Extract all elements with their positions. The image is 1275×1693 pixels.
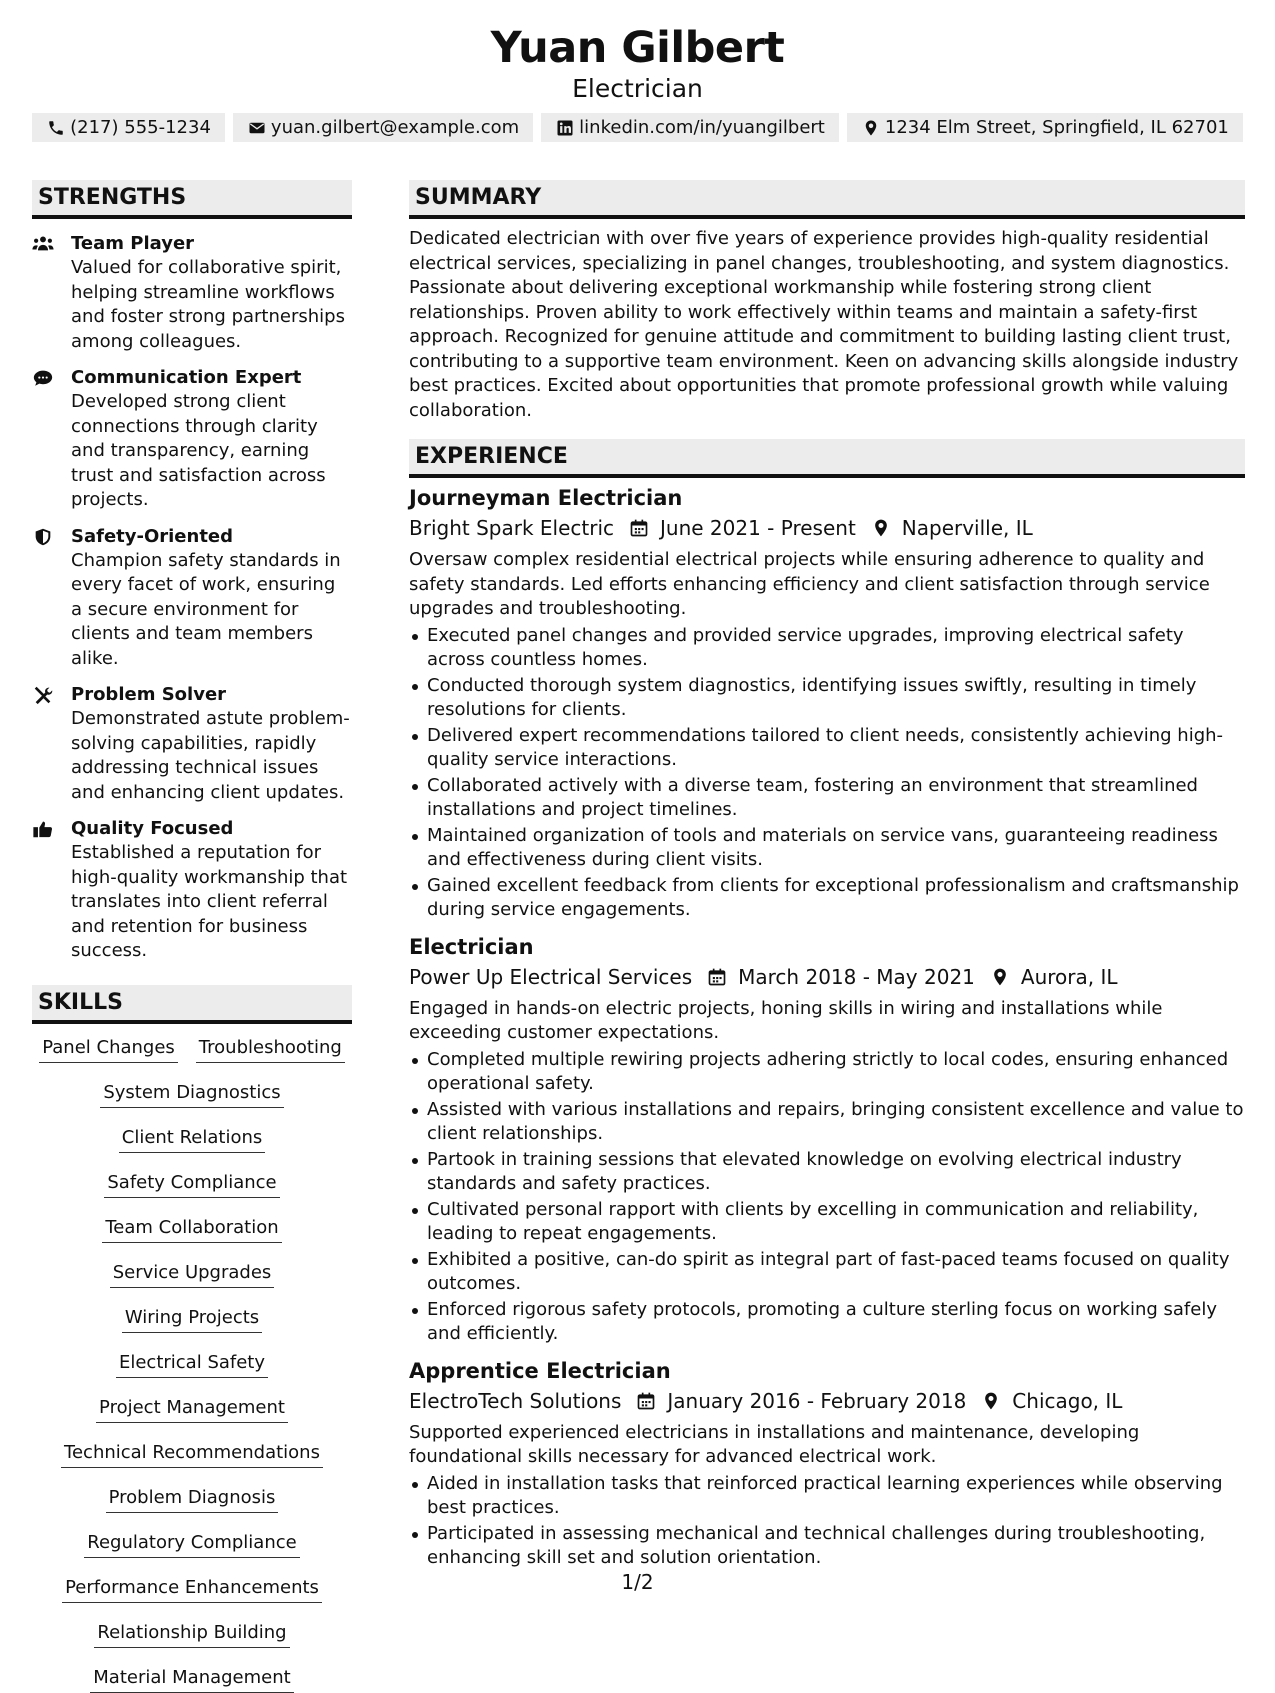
strength-item xyxy=(32,683,352,805)
skill-tag: Troubleshooting xyxy=(196,1036,345,1063)
strengths-heading: STRENGTHS xyxy=(32,180,352,219)
strength-item xyxy=(32,232,352,354)
skill-tag: Team Collaboration xyxy=(102,1216,281,1243)
job-bullets xyxy=(409,624,1245,923)
skill-tag: Material Management xyxy=(90,1666,293,1693)
skill-tag: Performance Enhancements xyxy=(62,1576,322,1603)
contact-address-text: 1234 Elm Street, Springfield, IL 62701 xyxy=(884,117,1229,138)
job-bullet: Completed multiple rewiring projects adhering strictly to local codes, ensuring enhanced operational safety. xyxy=(409,1048,1245,1097)
skill-tag: Service Upgrades xyxy=(110,1261,275,1288)
job-dates: January 2016 - February 2018 xyxy=(667,1388,967,1413)
resume-header xyxy=(0,22,1275,104)
left-column xyxy=(32,180,352,1693)
job-bullet: Exhibited a positive, can-do spirit as integral part of fast-paced teams focused on quality outcomes. xyxy=(409,1248,1245,1297)
summary-heading: SUMMARY xyxy=(409,180,1245,219)
job-bullet: Collaborated actively with a diverse team, fostering an environment that streamlined installations and project timelines. xyxy=(409,774,1245,823)
email-icon xyxy=(247,118,267,138)
calendar-icon xyxy=(628,517,650,539)
job-dates: March 2018 - May 2021 xyxy=(738,964,975,989)
skill-tag: Panel Changes xyxy=(39,1036,178,1063)
right-column xyxy=(409,180,1245,1572)
candidate-name: Yuan Gilbert xyxy=(490,23,785,73)
phone-icon xyxy=(46,118,66,138)
job-bullet: Gained excellent feedback from clients for exceptional professionalism and craftsmanship during service engagements. xyxy=(409,874,1245,923)
skill-tag: Technical Recommendations xyxy=(61,1441,323,1468)
strength-item xyxy=(32,817,352,964)
job-bullet: Delivered expert recommendations tailored to client needs, consistently achieving high-quality service interactions. xyxy=(409,724,1245,773)
chat-icon xyxy=(32,368,56,388)
skill-tag: Regulatory Compliance xyxy=(84,1531,299,1558)
job-location: Chicago, IL xyxy=(1012,1388,1123,1413)
linkedin-icon xyxy=(555,118,575,138)
skill-tag: Relationship Building xyxy=(94,1621,289,1648)
location-icon xyxy=(861,118,881,138)
job-entry xyxy=(409,933,1245,1347)
strength-desc: Developed strong client connections through clarity and transparency, earning trust and satisfaction across projects. xyxy=(71,391,326,510)
contact-email[interactable] xyxy=(233,113,533,142)
tools-icon xyxy=(32,685,56,705)
strength-desc: Demonstrated astute problem-solving capabilities, rapidly addressing technical issues and enhancing client updates. xyxy=(71,708,350,803)
strength-title: Communication Expert xyxy=(71,367,302,388)
location-icon xyxy=(989,966,1011,988)
strength-title: Safety-Oriented xyxy=(71,525,234,547)
job-location: Aurora, IL xyxy=(1020,964,1118,989)
job-title: Apprentice Electrician xyxy=(409,1358,671,1383)
contact-address xyxy=(847,113,1243,142)
job-entry xyxy=(409,1357,1245,1571)
job-title: Journeyman Electrician xyxy=(409,486,683,510)
job-company: Bright Spark Electric xyxy=(409,516,614,540)
job-company: Power Up Electrical Services xyxy=(409,964,693,989)
contact-phone[interactable] xyxy=(32,113,225,142)
contact-bar xyxy=(0,113,1275,142)
skill-tag: Electrical Safety xyxy=(116,1351,268,1378)
job-bullet: Cultivated personal rapport with clients by excelling in communication and reliability, leading to repeat engagements. xyxy=(409,1198,1245,1247)
job-location: Naperville, IL xyxy=(901,516,1033,540)
shield-icon xyxy=(32,527,56,547)
job-description: Supported experienced electricians in installations and maintenance, developing foundational skills necessary for advanced electrical work. xyxy=(409,1421,1140,1467)
job-meta xyxy=(409,963,1245,991)
contact-email-text: yuan.gilbert@example.com xyxy=(270,117,520,138)
job-meta xyxy=(409,514,1245,542)
job-description: Oversaw complex residential electrical projects while ensuring adherence to quality and safety standards. Led efforts enhancing efficiency and client satisfaction through service upgrades and troubleshooting. xyxy=(409,549,1210,619)
team-icon xyxy=(32,234,56,254)
job-bullet: Aided in installation tasks that reinforced practical learning experiences while observing best practices. xyxy=(409,1472,1245,1521)
strength-item xyxy=(32,366,352,513)
thumbs-up-icon xyxy=(32,819,56,839)
skills-heading: SKILLS xyxy=(32,985,352,1024)
contact-phone-text: (217) 555-1234 xyxy=(70,117,211,138)
job-bullet: Maintained organization of tools and materials on service vans, guaranteeing readiness and effectiveness during client visits. xyxy=(409,824,1245,873)
contact-linkedin[interactable] xyxy=(541,113,839,142)
contact-linkedin-text: linkedin.com/in/yuangilbert xyxy=(579,117,825,138)
job-entry xyxy=(409,484,1245,923)
job-meta xyxy=(409,1387,1245,1415)
candidate-title: Electrician xyxy=(572,74,703,103)
skill-tag: Safety Compliance xyxy=(104,1171,279,1198)
skill-tag: Project Management xyxy=(96,1396,288,1423)
experience-heading: EXPERIENCE xyxy=(409,439,1245,478)
job-bullet: Conducted thorough system diagnostics, identifying issues swiftly, resulting in timely resolutions for clients. xyxy=(409,674,1245,723)
skill-tag: Client Relations xyxy=(119,1126,266,1153)
job-bullet: Partook in training sessions that elevated knowledge on evolving electrical industry standards and safety practices. xyxy=(409,1148,1245,1197)
strength-desc: Established a reputation for high-quality workmanship that translates into client referral and retention for business success. xyxy=(71,842,348,961)
job-company: ElectroTech Solutions xyxy=(409,1388,622,1413)
calendar-icon xyxy=(635,1390,657,1412)
location-icon xyxy=(870,517,892,539)
strength-title: Quality Focused xyxy=(71,818,234,839)
page-number: 1/2 xyxy=(621,1570,654,1594)
strength-desc: Valued for collaborative spirit, helping streamline workflows and foster strong partnerships among colleagues. xyxy=(71,257,345,352)
calendar-icon xyxy=(706,966,728,988)
job-description: Engaged in hands-on electric projects, honing skills in wiring and installations while exceeding customer expectations. xyxy=(409,997,1163,1043)
strength-item xyxy=(32,525,352,672)
job-bullets xyxy=(409,1472,1245,1571)
job-dates: June 2021 - Present xyxy=(660,516,856,540)
strength-desc: Champion safety standards in every facet of work, ensuring a secure environment for clients and team members alike. xyxy=(71,549,341,669)
job-bullet: Enforced rigorous safety protocols, promoting a culture sterling focus on working safely and efficiently. xyxy=(409,1298,1245,1347)
skill-tag: System Diagnostics xyxy=(100,1081,283,1108)
strength-title: Problem Solver xyxy=(71,684,227,705)
job-bullet: Executed panel changes and provided service upgrades, improving electrical safety across countless homes. xyxy=(409,624,1245,673)
skill-tag: Wiring Projects xyxy=(122,1306,262,1333)
job-bullets xyxy=(409,1048,1245,1347)
strength-title: Team Player xyxy=(71,233,195,254)
job-bullet: Assisted with various installations and repairs, bringing consistent excellence and value to client relationships. xyxy=(409,1098,1245,1147)
job-bullet: Participated in assessing mechanical and technical challenges during troubleshooting, enhancing skill set and solution orientation. xyxy=(409,1522,1245,1571)
skill-tag: Problem Diagnosis xyxy=(106,1486,279,1513)
summary-text: Dedicated electrician with over five years of experience provides high-quality residential electrical services, specializing in panel changes, troubleshooting, and system diagnostics. Passionate about delivering exceptional workmanship while fostering strong client relationships. Proven ability to work effectively within teams and maintain a safety-first approach. Recognized for genuine attitude and commitment to building lasting client trust, contributing to a supportive team environment. Keen on advancing skills alongside industry best practices. Excited about opportunities that promote professional growth while valuing collaboration. xyxy=(409,228,1239,421)
job-title: Electrician xyxy=(409,934,534,959)
location-icon xyxy=(980,1390,1002,1412)
